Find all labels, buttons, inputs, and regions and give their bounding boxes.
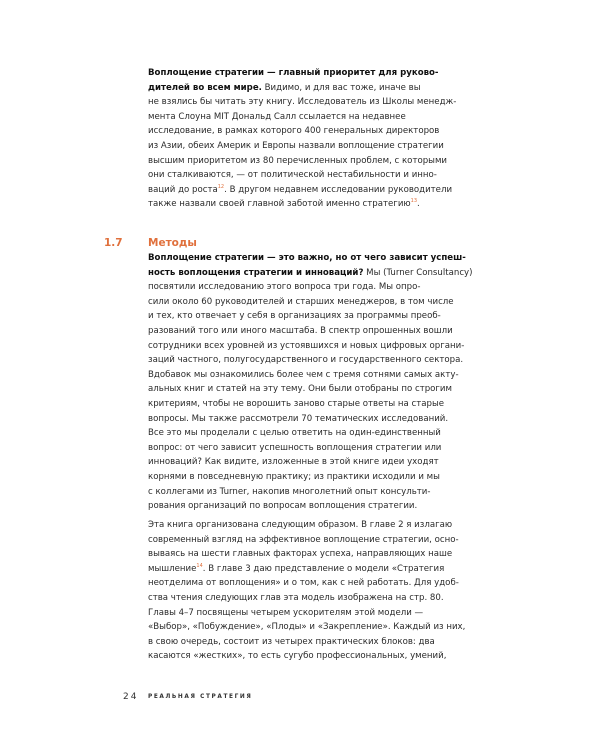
text-line: мента Слоуна MIT Дональд Салл ссылается на недавнее: [148, 111, 406, 122]
text-line: неотделима от воплощения» и о том, как с ней работать. Для удоб-: [148, 578, 459, 589]
paragraph-structure: [148, 518, 488, 664]
text-line: Воплощение стратегии — это важно, но от чего зависит успеш-: [148, 253, 466, 263]
footnote-ref[interactable]: 12: [217, 183, 225, 190]
text-line: «Выбор», «Побуждение», «Плоды» и «Закрепление». Каждый из них,: [148, 622, 466, 633]
text-line: корнями в повседневную практику; из практики исходили и мы: [148, 471, 440, 482]
text-line: заций частного, полугосударственного и государственного сектора.: [148, 355, 464, 366]
text-line: исследование, в рамках которого 400 генеральных директоров: [148, 126, 440, 137]
footnote-ref[interactable]: 13: [410, 198, 418, 205]
running-title: РЕАЛЬНАЯ СТРАТЕГИЯ: [148, 694, 253, 700]
footnote-ref[interactable]: 14: [196, 562, 203, 569]
text-line: с коллегами из Turner, накопив многолетний опыт консульти-: [148, 486, 431, 497]
text-line: ства чтения следующих глав эта модель изображена на стр. 80.: [148, 592, 444, 603]
text-line: касаются «жестких», то есть сугубо профессиональных, умений,: [148, 651, 447, 662]
paragraph-methods: [148, 251, 488, 514]
text-line: не взялись бы читать эту книгу. Исследователь из Школы менедж-: [148, 97, 457, 108]
text-line: Главы 4–7 посвящены четырем ускорителям этой модели —: [148, 607, 424, 618]
text-line: в свою очередь, состоит из четырех практических блоков: два: [148, 636, 435, 647]
text-line: вываясь на шести главных факторах успеха, направляющих наше: [148, 549, 453, 560]
section-number: 1.7: [104, 237, 123, 249]
page-number: 24: [123, 692, 139, 702]
paragraph-priority: [148, 66, 488, 212]
text-line: критериям, чтобы не ворошить заново старые ответы на старые: [148, 398, 445, 409]
text-line: Воплощение стратегии — главный приоритет для руково-: [148, 68, 439, 78]
text-line: современный взгляд на эффективное воплощение стратегии, осно-: [148, 534, 459, 545]
text-line: также назвали своей главной заботой именно стратегию$^{13}$.: [148, 198, 420, 210]
text-line: они сталкиваются, — от политической нестабильности и инно-: [148, 170, 437, 181]
text-line: Вдобавок мы ознакомились более чем с тремя сотнями самых акту-: [148, 369, 459, 380]
text-line: Эта книга организована следующим образом. В главе 2 я излагаю: [148, 520, 453, 530]
text-line: вопрос: от чего зависит успешность воплощения стратегии или: [148, 442, 442, 453]
text-line: из Азии, обеих Америк и Европы назвали воплощение стратегии: [148, 140, 444, 151]
text-line: мышление$^{14}$. В главе 3 даю представление о модели «Стратегия: [148, 562, 445, 574]
text-line: разований того или иного масштаба. В спектр опрошенных вошли: [148, 325, 453, 336]
text-line: высшим приоритетом из 80 перечисленных проблем, с которыми: [148, 155, 448, 166]
text-line: Все это мы проделали с целью ответить на один-единственный: [148, 428, 441, 439]
text-line: посвятили исследованию этого вопроса три года. Мы опро-: [148, 282, 421, 293]
text-line: дителей во всем мире. Видимо, и для вас тоже, иначе вы: [148, 82, 421, 93]
text-line: ность воплощения стратегии и инноваций? Мы (Turner Consultancy): [148, 267, 473, 278]
text-line: вопросы. Мы также рассмотрели 70 тематических исследований.: [148, 413, 449, 424]
text-line: ваций до роста$^{12}$. В другом недавнем исследовании руководители: [148, 183, 453, 195]
text-line: альных книг и статей на эту тему. Они были отобраны по строгим: [148, 384, 452, 395]
text-line: сили около 60 руководителей и старших менеджеров, в том числе: [148, 296, 454, 307]
text-line: сотрудники всех уровней из устоявшихся и новых цифровых органи-: [148, 340, 465, 351]
text-line: инноваций? Как видите, изложенные в этой книге идеи уходят: [148, 457, 439, 468]
text-line: и тех, кто отвечает у себя в организациях за программы преоб-: [148, 311, 441, 322]
section-title: Методы: [148, 237, 197, 249]
text-line: рования организаций по вопросам воплощения стратегии.: [148, 501, 418, 512]
